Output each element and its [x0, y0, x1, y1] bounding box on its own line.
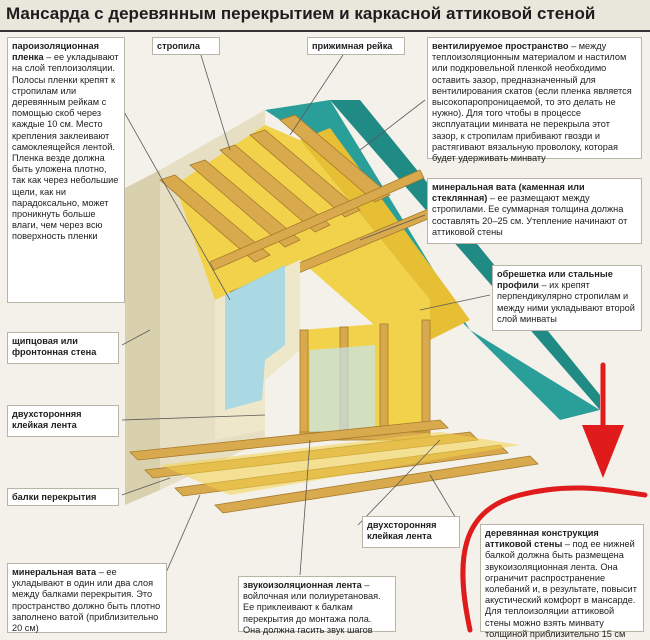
- label-term: обрешетка или стальные профили: [497, 269, 613, 291]
- label-batten: [307, 37, 405, 55]
- label-wooden-frame: [480, 524, 644, 639]
- label-sound-tape: [238, 576, 396, 635]
- label-term: минеральная вата: [12, 567, 97, 577]
- label-tape-left: [7, 405, 119, 437]
- label-beams: [7, 488, 119, 506]
- knee-wall-window: [310, 345, 375, 432]
- label-text: – ее укладывают на слой теплоизоляции. Полосы пленки крепят к стропилам или деревянным рейкам с помощью скоб через каждые 10 см. Место крепления заклеивают самоклеящейся лентой. Пленка везде должна быть уложена плотно, так как через небольшие щели, как ни парадоксально, может проникнуть больше влаги, чем через всю поверхность пленки: [12, 52, 119, 242]
- label-term: вентилируемое пространство: [432, 41, 569, 51]
- label-term: стропила: [157, 41, 200, 51]
- label-term: балки перекрытия: [12, 492, 97, 502]
- label-text: – войлочная или полиуретановая. Ее приклеивают к балкам перекрытия до монтажа пола. Она должна гасить звук шагов: [243, 580, 381, 635]
- label-term: двухсторонняя клейкая лента: [12, 409, 82, 431]
- label-text: – между теплоизоляционным материалом и настилом или подкровельной пленкой необходимо оставить зазор, предназначенный для вентилирования скатов (если пленка является высокопаропроницаемой, то это делать не нужно). Для того чтобы в процессе эксплуатации минвата не перекрыла этот зазор, к стропилам прибивают гвозди и растягивают вязальную проволоку, которая будет удерживать минвату: [432, 41, 632, 164]
- label-tape-right: [362, 516, 460, 548]
- label-term: прижимная рейка: [312, 41, 393, 51]
- label-text: – их крепят перпендикулярно стропилам и между ними укладывают второй слой минваты: [497, 280, 635, 324]
- label-mineral-wool-bottom: [7, 563, 167, 633]
- label-term: пароизоляционная пленка: [12, 41, 99, 63]
- label-lath: [492, 265, 642, 331]
- label-term: щипцовая или фронтонная стена: [12, 336, 97, 358]
- label-text: – ее укладывают в один или два слоя между балками перекрытия. Это пространство должно быть плотно заполнено ватой (приблизительно 20 см): [12, 567, 161, 634]
- label-term: звукоизоляционная лента: [243, 580, 362, 590]
- label-term: минеральная вата (каменная или стеклянная): [432, 182, 585, 204]
- label-term: деревянная конструкция аттиковой стены: [485, 528, 599, 550]
- label-ventilated: [427, 37, 642, 164]
- label-rafter: [152, 37, 220, 55]
- label-mineral-wool-top: [427, 178, 642, 244]
- label-term: двухсторонняя клейкая лента: [367, 520, 437, 542]
- label-vapor-barrier: [7, 37, 125, 303]
- page-title: Мансарда с деревянным перекрытием и каркасной аттиковой стеной: [6, 4, 596, 23]
- label-text: – ее размещают между стропилами. Ее суммарная толщина должна составлять 20–25 см. Утепление начинают от аттиковой стены: [432, 193, 628, 237]
- label-text: – под ее нижней балкой должна быть размещена звукоизоляционная лента. Она ограничит распространение колебаний и, в результате, повысит акустический комфорт в мансарде. Для теплоизоляции аттиковой стены можно взять минвату толщиной приблизительно 15 см: [485, 539, 637, 639]
- label-gable: [7, 332, 119, 364]
